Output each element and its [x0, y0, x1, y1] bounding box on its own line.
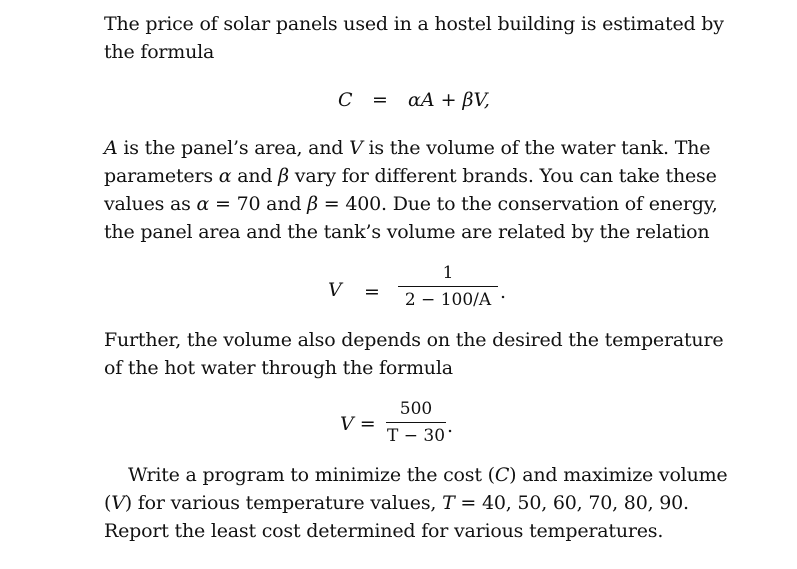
volume-temperature-lhs: V = [340, 413, 376, 435]
fraction-bar [398, 286, 498, 287]
var-v: V [349, 137, 363, 159]
cost-equation-relation: = [372, 89, 388, 111]
text-segment: and [231, 165, 279, 187]
equation-period: . [500, 281, 507, 303]
volume-area-relation: = [364, 281, 380, 303]
cost-equation-lhs: C [338, 89, 353, 111]
text-segment: is the volume of the water tank. The parameters [104, 137, 711, 187]
var-beta: β [307, 193, 318, 215]
var-alpha: α [196, 193, 210, 215]
volume-temperature-fraction [386, 398, 446, 447]
parameters-paragraph [104, 134, 734, 246]
fraction-bar [386, 422, 446, 423]
var-a: A [104, 137, 118, 159]
text-segment: ) for various temperature values, [124, 492, 443, 514]
var-alpha: α [218, 165, 232, 187]
text-segment: = 70 and [209, 193, 308, 215]
text-segment: vary for different brands. You can take these values as [104, 165, 717, 215]
fraction-numerator: 500 [399, 399, 433, 419]
var-beta: β [278, 165, 289, 187]
text-segment: ) and maximize volume ( [104, 464, 728, 514]
text-segment: Write a program to minimize the cost ( [128, 464, 495, 486]
temperature-paragraph: Further, the volume also depends on the desired the temperature of the hot water through the formula [104, 329, 724, 379]
volume-temperature-equation [104, 398, 734, 456]
text-segment: is the panel’s area, and [117, 137, 350, 159]
task-paragraph [104, 461, 734, 545]
var-c: C [494, 464, 510, 486]
intro-paragraph: The price of solar panels used in a hostel building is estimated by the formula [104, 13, 724, 63]
var-t: T [442, 492, 455, 514]
text-segment: = 40, 50, 60, 70, 80, 90. Report the least cost determined for various temperatures. [104, 492, 689, 542]
volume-area-fraction [398, 262, 498, 311]
fraction-denominator: 2 − 100/A [404, 290, 492, 310]
volume-area-equation [104, 262, 734, 320]
volume-area-lhs: V [328, 279, 342, 301]
var-v: V [111, 492, 125, 514]
fraction-denominator: T − 30 [386, 426, 446, 446]
text-segment: = 400. Due to the conservation of energy, the panel area and the tank’s volume are related by the relation [104, 193, 718, 243]
fraction-numerator: 1 [442, 263, 454, 283]
equation-period: . [447, 415, 454, 437]
cost-equation-rhs: αA + βV, [408, 89, 490, 111]
